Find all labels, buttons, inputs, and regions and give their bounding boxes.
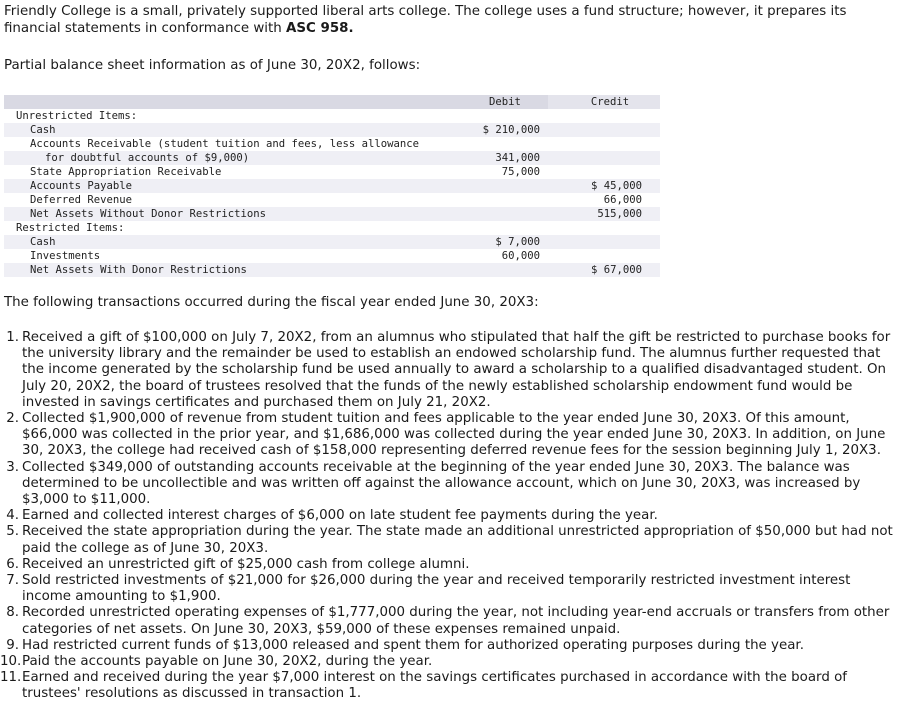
item-text: Recorded unrestricted operating expenses of $1,777,000 during the year, not including year-end accruals or transfers from other categories of net assets. On June 30, 20X3, $59,000 of these expenses remained unpaid. — [22, 605, 890, 637]
list-item — [0, 654, 900, 670]
row-label: Net Assets With Donor Restrictions — [30, 264, 247, 276]
item-number: 6. — [6, 556, 19, 572]
row-label: Cash — [30, 124, 56, 136]
item-text: Sold restricted investments of $21,000 for $26,000 during the year and received temporarily restricted investment interest income amounting to $1,900. — [22, 573, 851, 605]
row-label: Deferred Revenue — [30, 194, 133, 206]
table-row — [4, 193, 660, 207]
item-text: Received the state appropriation during the year. The state made an additional unrestricted appropriation of $50,000 but had not paid the college as of June 30, 20X3. — [22, 524, 893, 556]
item-text: Paid the accounts payable on June 30, 20X2, during the year. — [22, 654, 433, 670]
row-label: Investments — [30, 250, 101, 262]
list-item — [0, 524, 900, 556]
credit-value: $ 45,000 — [590, 180, 642, 192]
item-text: Earned and received during the year $7,000 interest on the savings certificates purchased in accordance with the board of trustees' resolutions as discussed in transaction 1. — [22, 670, 847, 702]
list-item — [0, 573, 900, 605]
row-label: Restricted Items: — [16, 222, 125, 234]
debit-value: 75,000 — [501, 166, 540, 178]
table-row — [4, 249, 660, 263]
credit-column-header: Credit — [590, 96, 630, 108]
item-text: Received an unrestricted gift of $25,000 cash from college alumni. — [22, 556, 470, 572]
table-row — [4, 151, 660, 165]
row-label: State Appropriation Receivable — [30, 166, 222, 178]
intro-standard: ASC 958. — [286, 20, 354, 36]
item-text: Collected $349,000 of outstanding accounts receivable at the beginning of the year ended June 30, 20X3. The balance was determined to be uncollectible and was written off against the allowance account, which on June 30, 20X3, was increased by $3,000 to $11,000. — [22, 459, 861, 508]
list-item — [0, 638, 900, 654]
row-label: Cash — [30, 236, 56, 248]
list-item — [0, 411, 900, 460]
debit-value: $ 210,000 — [482, 124, 540, 136]
row-label: Unrestricted Items: — [16, 110, 138, 122]
credit-value: 66,000 — [603, 194, 642, 206]
transactions-list — [0, 330, 900, 703]
table-row — [4, 221, 660, 235]
table-row — [4, 235, 660, 249]
debit-column-header: Debit — [489, 96, 521, 108]
balance-sheet-header — [4, 95, 660, 109]
item-number: 8. — [6, 605, 19, 621]
table-row — [4, 109, 660, 123]
row-label: for doubtful accounts of $9,000) — [45, 152, 250, 164]
credit-value: $ 67,000 — [590, 264, 642, 276]
item-number: 7. — [6, 573, 19, 589]
table-row — [4, 137, 660, 151]
item-text: Collected $1,900,000 of revenue from student tuition and fees applicable to the year ended June 30, 20X3. Of this amount, $66,000 was collected in the prior year, and $1,686,000 was collected during the year ended June 30, 20X3. In addition, on June 30, 20X3, the college had received cash of $158,000 representing deferred revenue fees for the session beginning July 1, 20X3. — [22, 411, 886, 459]
item-number: 11. — [0, 670, 22, 686]
list-item — [0, 670, 900, 702]
table-row — [4, 123, 660, 137]
item-text: Earned and collected interest charges of $6,000 on late student fee payments during the year. — [22, 508, 658, 524]
transactions-intro: The following transactions occurred during the fiscal year ended June 30, 20X3: — [4, 295, 539, 310]
table-row — [4, 179, 660, 193]
list-item — [0, 508, 900, 524]
list-item — [0, 605, 900, 637]
item-number: 3. — [6, 459, 19, 475]
problem-intro — [4, 4, 904, 37]
debit-value: 60,000 — [501, 250, 540, 262]
debit-value: $ 7,000 — [495, 236, 540, 248]
item-number: 4. — [6, 508, 19, 524]
partial-balance-intro: Partial balance sheet information as of June 30, 20X2, follows: — [4, 58, 421, 73]
item-number: 9. — [6, 637, 19, 653]
debit-value: 341,000 — [495, 152, 540, 164]
list-item — [0, 557, 900, 573]
item-number: 5. — [6, 524, 19, 540]
row-label: Net Assets Without Donor Restrictions — [30, 208, 266, 220]
row-label: Accounts Payable — [30, 180, 133, 192]
intro-text: Friendly College is a small, privately supported liberal arts college. The college uses a fund structure; however, it prepares its financial statements in conformance with — [4, 4, 847, 36]
table-row — [4, 165, 660, 179]
list-item — [0, 460, 900, 509]
table-row — [4, 207, 660, 221]
item-number: 10. — [0, 654, 22, 670]
balance-sheet-table — [4, 95, 660, 277]
row-label: Accounts Receivable (student tuition and fees, less allowance — [30, 138, 420, 150]
list-item — [0, 330, 900, 411]
item-text: Had restricted current funds of $13,000 released and spent them for authorized operating purposes during the year. — [22, 637, 804, 653]
item-number: 1. — [6, 330, 19, 345]
item-text: Received a gift of $100,000 on July 7, 20X2, from an alumnus who stipulated that half the gift be restricted to purchase books for the university library and the remainder be used to establish an endowed scholarship fund. The alumnus further requested that the income generated by the scholarship fund be used annually to award a scholarship to a qualified disadvantaged student. On July 20, 20X2, the board of trustees resolved that the funds of the newly established scholarship endowment fund would be invested in savings certificates and purchased them on July 21, 20X2. — [22, 330, 891, 410]
table-row — [4, 263, 660, 277]
item-number: 2. — [6, 411, 19, 427]
credit-value: 515,000 — [597, 208, 642, 220]
